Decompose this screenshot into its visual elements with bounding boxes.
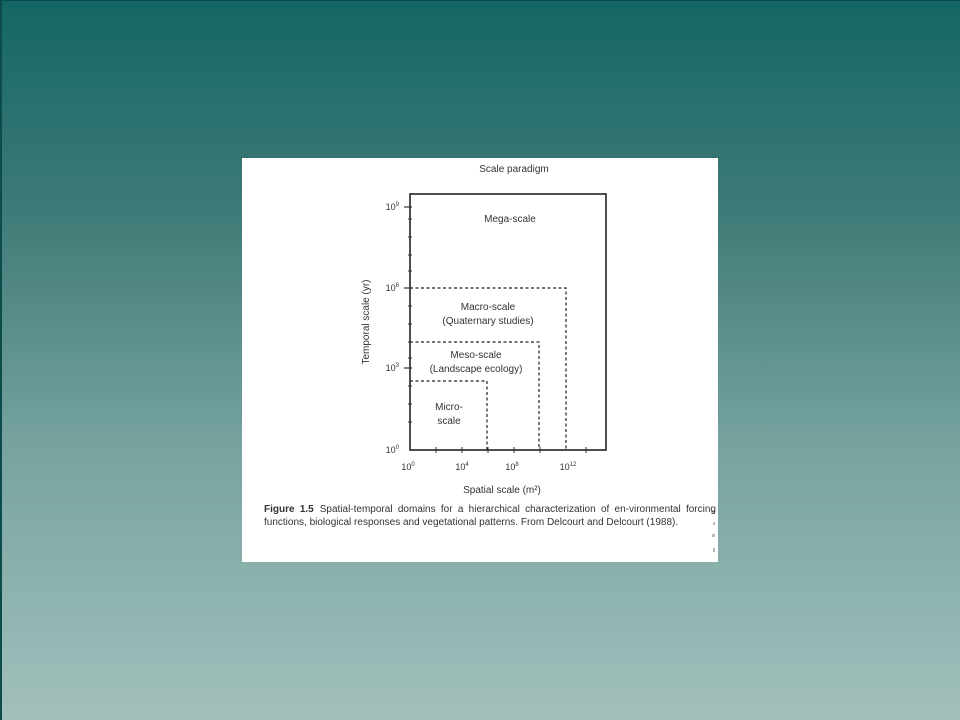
- x-tick-label: $10^4$: [455, 462, 469, 472]
- mega-scale-label: Mega-scale: [484, 214, 536, 225]
- x-tick-labels: [401, 462, 577, 472]
- x-axis-label: Spatial scale (m²): [463, 485, 541, 496]
- micro-scale-sublabel: scale: [437, 416, 461, 427]
- scanned-figure: [242, 158, 718, 562]
- figure-caption-text: Spatial-temporal domains for a hierarchical characterization of en-vironmental forcing functions, biological responses and vegetational patterns. From Delcourt and Delcourt (1988).: [264, 504, 716, 528]
- figure-caption: [264, 503, 716, 529]
- slide-top-border: [0, 0, 960, 1]
- slide-left-border: [0, 0, 2, 720]
- y-tick-label: $10^3$: [385, 363, 399, 373]
- chart-title: Scale paradigm: [479, 164, 549, 175]
- y-tick-label: $10^6$: [385, 283, 399, 293]
- scale-diagram: [242, 158, 718, 562]
- x-tick-label: $10^0$: [401, 462, 415, 472]
- micro-scale-label: Micro-: [435, 402, 463, 413]
- y-tick-label: $10^0$: [385, 445, 399, 455]
- meso-scale-sublabel: (Landscape ecology): [429, 364, 523, 375]
- x-tick-label: $10^{12}$: [559, 462, 577, 472]
- x-tick-label: $10^8$: [505, 462, 519, 472]
- y-tick-labels: [386, 202, 400, 455]
- y-axis-label: Temporal scale (yr): [361, 279, 372, 365]
- figure-label: Figure 1.5: [264, 504, 314, 515]
- meso-scale-label: Meso-scale: [450, 350, 502, 361]
- y-tick-label: $10^9$: [385, 202, 399, 212]
- macro-scale-sublabel: (Quaternary studies): [442, 316, 534, 327]
- macro-scale-label: Macro-scale: [460, 302, 516, 313]
